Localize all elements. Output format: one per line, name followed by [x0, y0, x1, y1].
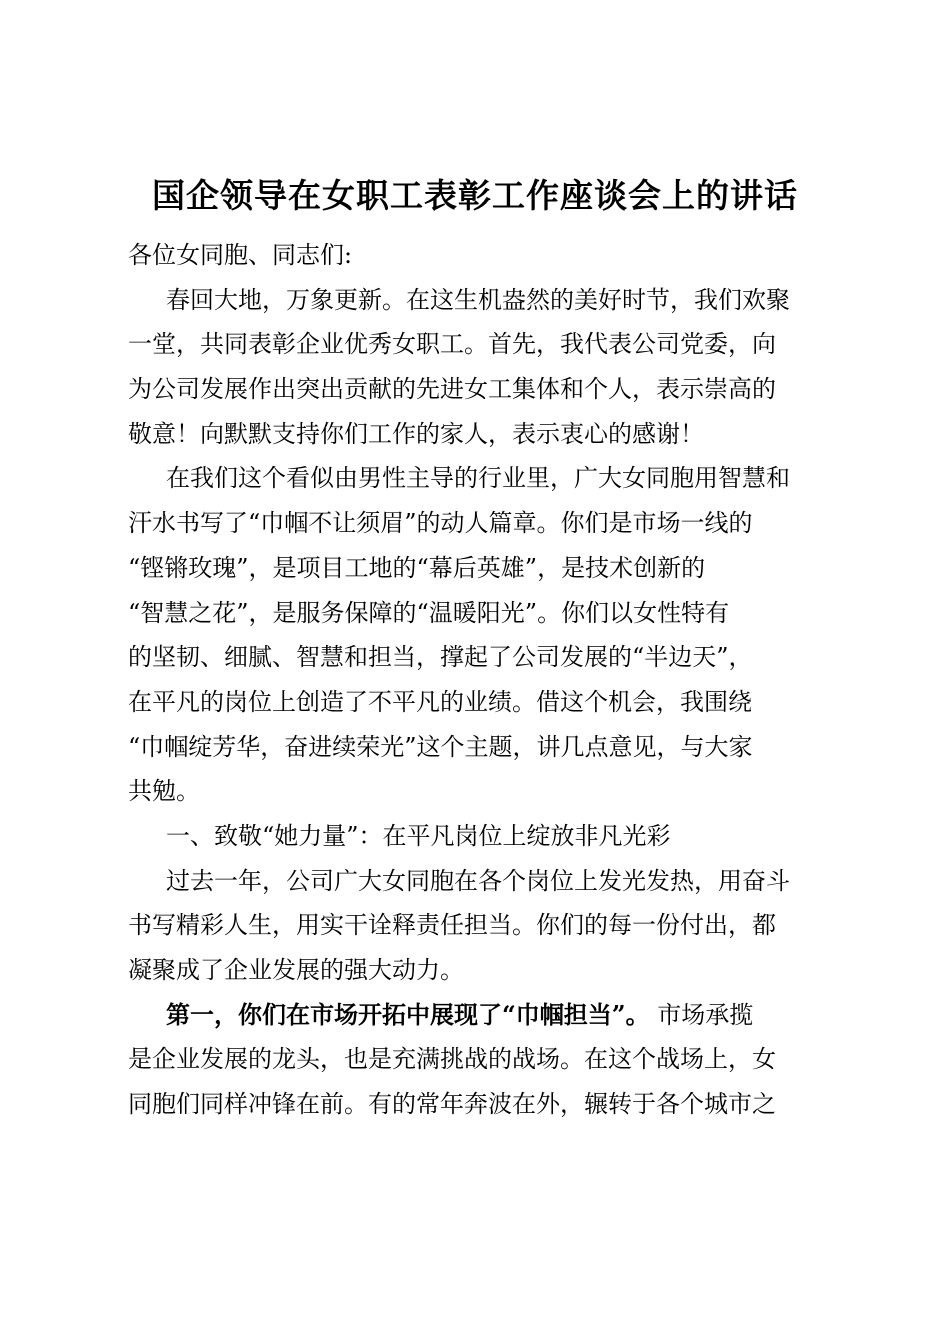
- line-text: 同胞们同样冲锋在前。有的常年奔波在外，辗转于各个城市之: [128, 1090, 776, 1119]
- line-text: 书写精彩人生，用实干诠释责任担当。你们的每一份付出，都: [128, 911, 776, 940]
- text-line: [128, 322, 838, 367]
- text-line: [128, 814, 838, 859]
- text-line: [128, 769, 838, 814]
- line-text: 市场承揽: [649, 1000, 754, 1029]
- line-text: “铿锵玫瑰”，是项目工地的“幕后英雄”，是技术创新的: [128, 553, 706, 582]
- text-line: [128, 412, 838, 457]
- text-line: [128, 1037, 838, 1082]
- text-line: [128, 367, 838, 412]
- line-text: 春回大地，万象更新。在这生机盎然的美好时节，我们欢聚: [166, 285, 790, 314]
- line-text: 过去一年，公司广大女同胞在各个岗位上发光发热，用奋斗: [166, 866, 790, 895]
- text-line: [128, 546, 838, 591]
- line-text: “巾帼绽芳华，奋进续荣光”这个主题，讲几点意见，与大家: [128, 732, 753, 761]
- text-line: [128, 1082, 838, 1127]
- text-line: [128, 993, 838, 1038]
- line-text: “智慧之花”，是服务保障的“温暖阳光”。你们以女性特有: [128, 598, 730, 627]
- text-line: [128, 278, 838, 323]
- line-text: 共勉。: [128, 777, 200, 806]
- line-text: 一堂，共同表彰企业优秀女职工。首先，我代表公司党委，向: [128, 330, 776, 359]
- line-text: 是企业发展的龙头，也是充满挑战的战场。在这个战场上，女: [128, 1045, 776, 1074]
- text-line: [128, 859, 838, 904]
- text-line: [128, 948, 838, 993]
- document-body: [128, 233, 838, 1127]
- line-text: 敬意！向默默支持你们工作的家人，表示衷心的感谢！: [128, 419, 704, 448]
- text-line: [128, 591, 838, 636]
- line-text: 汗水书写了“巾帼不让须眉”的动人篇章。你们是市场一线的: [128, 509, 753, 538]
- line-text: 各位女同胞、同志们:: [128, 241, 353, 269]
- line-text: 在我们这个看似由男性主导的行业里，广大女同胞用智慧和: [166, 464, 790, 493]
- line-text: 在平凡的岗位上创造了不平凡的业绩。借这个机会，我围绕: [128, 687, 752, 716]
- text-line: [128, 903, 838, 948]
- line-text: 一、致敬“她力量”：在平凡岗位上绽放非凡光彩: [166, 821, 671, 850]
- line-text: 的坚韧、细腻、智慧和担当，撑起了公司发展的“半边天”，: [128, 643, 753, 672]
- text-line: [128, 680, 838, 725]
- text-line: [128, 501, 838, 546]
- line-text: 为公司发展作出突出贡献的先进女工集体和个人，表示崇高的: [128, 375, 776, 404]
- line-text: 凝聚成了企业发展的强大动力。: [128, 956, 464, 984]
- text-line: [128, 725, 838, 770]
- bold-heading: 第一，你们在市场开拓中展现了“巾帼担当”。: [166, 999, 650, 1029]
- text-line: [128, 233, 838, 278]
- text-line: [128, 456, 838, 501]
- document-title: 国企领导在女职工表彰工作座谈会上的讲话: [152, 176, 798, 215]
- text-line: [128, 635, 838, 680]
